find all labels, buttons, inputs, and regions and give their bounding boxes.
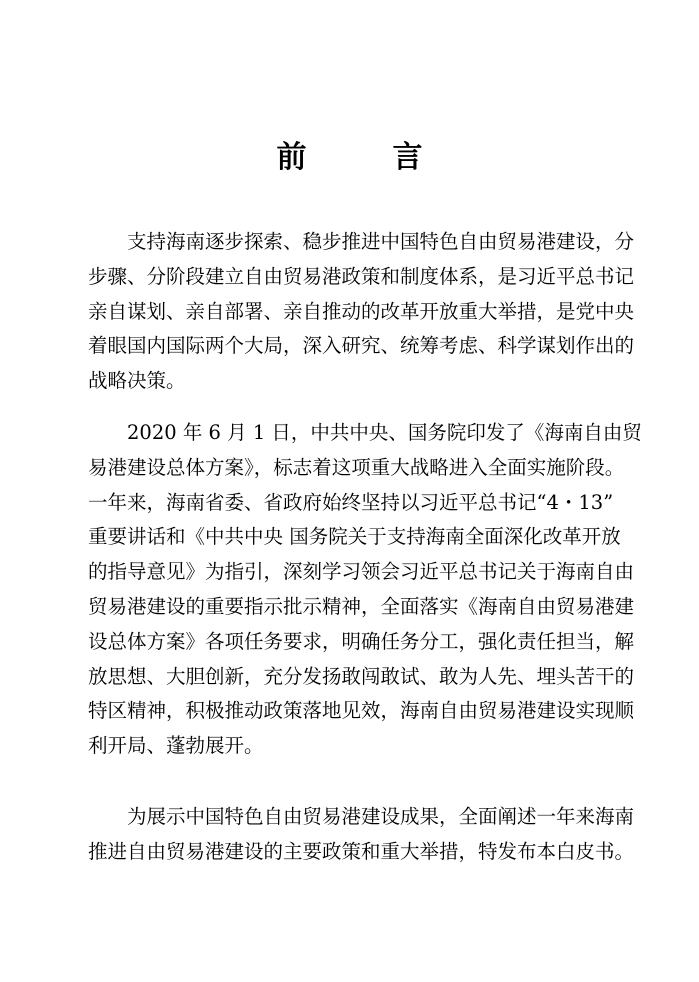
paragraph-3	[88, 800, 635, 870]
paragraph-line: 利开局、蓬勃展开。	[88, 734, 264, 758]
paragraph-line: 放思想、大胆创新，充分发扬敢闯敢试、敢为人先、埋头苦干的	[88, 664, 635, 688]
paragraph-line: 步骤、分阶段建立自由贸易港政策和制度体系，是习近平总书记	[88, 264, 635, 288]
paragraph-line: 着眼国内国际两个大局，深入研究、统筹考虑、科学谋划作出的	[88, 334, 635, 358]
paragraph-line: 的指导意见》为指引，深刻学习领会习近平总书记关于海南自由	[88, 560, 635, 584]
paragraph-line: 贸易港建设的重要指示批示精神，全面落实《海南自由贸易港建	[88, 594, 635, 618]
paragraph-line: 战略决策。	[88, 369, 186, 393]
paragraph-2	[88, 416, 642, 764]
paragraph-line: 2020 年 6 月 1 日，中共中央、国务院印发了《海南自由贸	[127, 421, 642, 444]
paragraph-line: 易港建设总体方案》，标志着这项重大战略进入全面实施阶段。	[88, 455, 625, 479]
paragraph-line: 为展示中国特色自由贸易港建设成果，全面阐述一年来海南	[127, 805, 635, 828]
paragraph-line: 特区精神，积极推动政策落地见效，海南自由贸易港建设实现顺	[88, 699, 635, 723]
paragraph-line: 设总体方案》各项任务要求，明确任务分工，强化责任担当，解	[88, 629, 635, 653]
paragraph-line: 重要讲话和《中共中央 国务院关于支持海南全面深化改革开放	[88, 525, 621, 549]
paragraph-1	[88, 225, 635, 399]
paragraph-line: 推进自由贸易港建设的主要政策和重大举措，特发布本白皮书。	[88, 839, 635, 863]
paragraph-line: 一年来，海南省委、省政府始终坚持以习近平总书记“4・13”	[88, 490, 614, 514]
paragraph-line: 支持海南逐步探索、稳步推进中国特色自由贸易港建设，分	[127, 230, 635, 253]
page-title: 前 言	[276, 140, 451, 175]
paragraph-line: 亲自谋划、亲自部署、亲自推动的改革开放重大举措，是党中央	[88, 299, 635, 323]
